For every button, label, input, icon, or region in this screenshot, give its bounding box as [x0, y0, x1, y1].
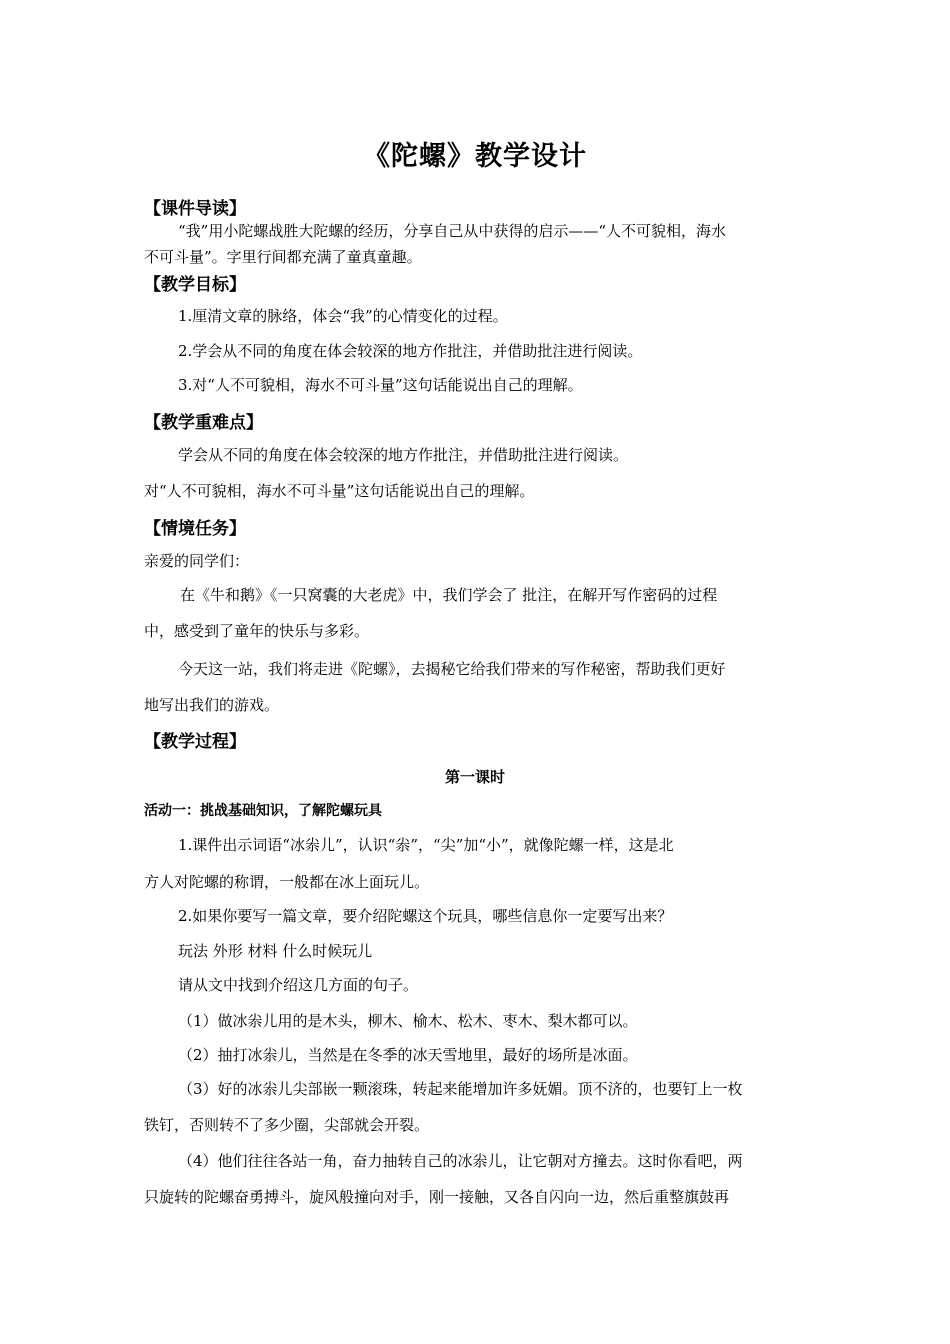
paragraph-line: 今天这一站，我们将走进《陀螺》，去揭秘它给我们带来的写作秘密，帮助我们更好 — [178, 660, 726, 678]
section-heading-intro: 【课件导读】 — [144, 199, 246, 219]
section-heading-process: 【教学过程】 — [144, 732, 246, 752]
paragraph-line: 学会从不同的角度在体会较深的地方作批注，并借助批注进行阅读。 — [178, 446, 629, 464]
quote-line: 铁钉，否则转不了多少圈，尖部就会开裂。 — [144, 1116, 430, 1134]
activity-heading: 活动一：挑战基础知识，了解陀螺玩具 — [144, 803, 382, 819]
document-title: 《陀螺》教学设计 — [363, 141, 587, 172]
goal-item: 3.对“人不可貌相，海水不可斗量”这句话能说出自己的理解。 — [178, 376, 583, 394]
paragraph-line: 请从文中找到介绍这几方面的句子。 — [178, 976, 419, 994]
quote-line: （2）抽打冰尜儿，当然是在冬季的冰天雪地里，最好的场所是冰面。 — [178, 1046, 638, 1064]
quote-line: 只旋转的陀螺奋勇搏斗，旋风般撞向对手，刚一接触，又各自闪向一边，然后重整旗鼓再 — [144, 1188, 730, 1206]
paragraph-line: 中，感受到了童年的快乐与多彩。 — [144, 622, 370, 640]
goal-item: 2.学会从不同的角度在体会较深的地方作批注，并借助批注进行阅读。 — [178, 342, 643, 360]
section-heading-keypoints: 【教学重难点】 — [144, 413, 263, 433]
quote-line: （1）做冰尜儿用的是木头，柳木、榆木、松木、枣木、梨木都可以。 — [178, 1012, 638, 1030]
quote-line: （4）他们往往各站一角，奋力抽转自己的冰尜儿，让它朝对方撞去。这时你看吧，两 — [178, 1152, 743, 1170]
paragraph-line: 玩法 外形 材料 什么时候玩儿 — [178, 942, 373, 960]
section-heading-scenario: 【情境任务】 — [144, 519, 246, 539]
paragraph-line: 对“人不可貌相，海水不可斗量”这句话能说出自己的理解。 — [144, 482, 535, 500]
paragraph-line: 不可斗量”。字里行间都充满了童真童趣。 — [144, 248, 422, 266]
goal-item: 1.厘清文章的脉络，体会“我”的心情变化的过程。 — [178, 307, 508, 325]
paragraph-line: 1.课件出示词语“冰尜儿”，认识“尜”，“尖”加“小”，就像陀螺一样，这是北 — [178, 836, 674, 854]
quote-line: （3）好的冰尜儿尖部嵌一颗滚珠，转起来能增加许多妩媚。顶不济的，也要钉上一枚 — [178, 1080, 743, 1098]
paragraph-line: 2.如果你要写一篇文章，要介绍陀螺这个玩具，哪些信息你一定要写出来？ — [178, 907, 673, 925]
paragraph-line: “我”用小陀螺战胜大陀螺的经历，分享自己从中获得的启示——“人不可貌相，海水 — [178, 222, 727, 240]
paragraph-line: 方人对陀螺的称谓，一般都在冰上面玩儿。 — [144, 873, 430, 891]
greeting: 亲爱的同学们： — [144, 552, 250, 570]
paragraph-line: 地写出我们的游戏。 — [144, 696, 280, 714]
lesson-title: 第一课时 — [444, 768, 505, 786]
section-heading-goals: 【教学目标】 — [144, 275, 246, 295]
paragraph-line: 在《牛和鹅》《一只窝囊的大老虎》中，我们学会了 批注，在解开写作密码的过程 — [180, 586, 718, 604]
